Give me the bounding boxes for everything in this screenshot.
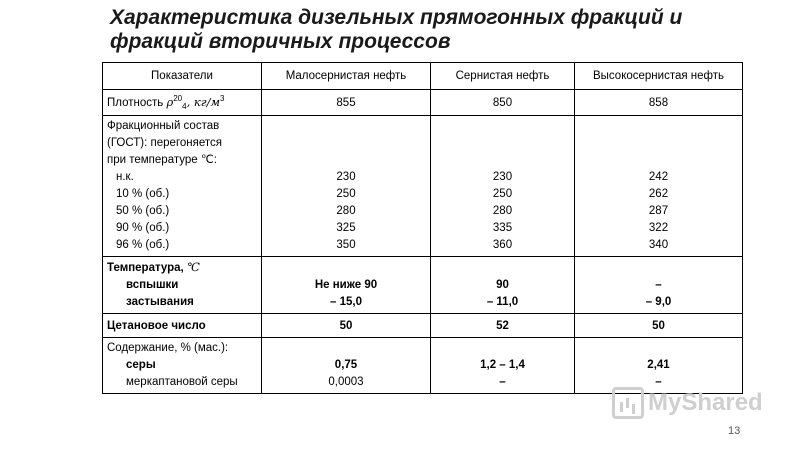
watermark-logo — [612, 387, 763, 419]
temperature-label-text: Температура, — [107, 262, 187, 274]
presentation-icon — [612, 387, 644, 419]
fraction-sub-label: 96 % (об.) — [116, 239, 170, 251]
density-sup-temp: 20 — [173, 93, 183, 103]
fraction-sub-label: 90 % (об.) — [116, 222, 170, 234]
content-values-low-sulfur — [262, 338, 431, 394]
fraction-value: 280 — [492, 205, 513, 217]
watermark-text: MyShared — [648, 389, 763, 416]
fraction-label-line: при температуре ℃: — [107, 154, 217, 166]
fraction-value: 280 — [336, 205, 356, 217]
content-value: 1,2 – 1,4 — [480, 359, 525, 371]
content-value: 0,0003 — [328, 376, 364, 388]
temperature-value: – 11,0 — [486, 296, 519, 308]
density-sup-unit: 3 — [220, 93, 225, 103]
fraction-value: 340 — [648, 239, 669, 251]
fraction-sub-label: 10 % (об.) — [116, 188, 170, 200]
content-value: – — [655, 376, 662, 388]
content-label — [103, 338, 262, 394]
fraction-value: 287 — [648, 205, 669, 217]
temperature-value: – — [655, 279, 662, 291]
cetane-label: Цетановое число — [103, 314, 262, 338]
cetane-row — [103, 314, 743, 338]
page-number: 13 — [728, 425, 741, 437]
temperature-value: – 9,0 — [645, 296, 672, 308]
temperature-values-low-sulfur — [262, 257, 431, 314]
fraction-sub-label: 50 % (об.) — [116, 205, 170, 217]
fraction-value: 230 — [492, 171, 513, 183]
header-sulfurous: Сернистая нефть — [431, 63, 575, 90]
density-value: 858 — [575, 90, 743, 116]
content-label-text: Содержание, % (мас.): — [107, 342, 229, 354]
fraction-value: 360 — [492, 239, 513, 251]
density-label-suffix: , кг/м — [186, 94, 220, 109]
temperature-value: 90 — [496, 279, 509, 291]
fraction-value: 325 — [336, 222, 356, 234]
content-sub-label: серы — [126, 359, 156, 371]
cetane-value: 50 — [262, 314, 431, 338]
fraction-value: 250 — [336, 188, 356, 200]
temperature-row — [103, 257, 743, 314]
header-row — [103, 63, 743, 90]
temperature-sub-label: вспышки — [126, 279, 179, 291]
header-low-sulfur: Малосернистая нефть — [262, 63, 431, 90]
properties-table — [102, 62, 743, 394]
density-value: 850 — [431, 90, 575, 116]
temperature-value: Не ниже 90 — [314, 279, 378, 291]
fraction-values-low-sulfur — [262, 116, 431, 257]
temperature-value: – 15,0 — [330, 296, 362, 308]
density-sub: 4 — [182, 102, 187, 112]
fraction-value: 262 — [648, 188, 669, 200]
cetane-value: 52 — [431, 314, 575, 338]
density-label — [103, 90, 262, 116]
slide-title: Характеристика дизельных прямогонных фракций и фракций вторичных процессов — [110, 6, 683, 53]
content-sub-label: меркаптановой серы — [126, 376, 238, 388]
temperature-unit: ℃ — [186, 260, 200, 274]
temperature-sub-label: застывания — [126, 296, 194, 308]
fraction-label — [103, 116, 262, 257]
fraction-value: 350 — [336, 239, 356, 251]
density-label-prefix: Плотность — [107, 96, 167, 109]
density-symbol: ρ — [166, 94, 174, 109]
temperature-label — [103, 257, 262, 314]
fraction-sub-label: н.к. — [116, 171, 134, 183]
content-value: 2,41 — [647, 359, 670, 371]
fraction-value: 242 — [648, 171, 669, 183]
density-value: 855 — [262, 90, 431, 116]
fraction-values-sulfurous — [431, 116, 575, 257]
fraction-value: 230 — [336, 171, 356, 183]
fraction-value: 322 — [648, 222, 669, 234]
header-high-sulfur: Высокосернистая нефть — [575, 63, 743, 90]
cetane-value: 50 — [575, 314, 743, 338]
content-value: – — [499, 376, 506, 388]
fraction-value: 250 — [492, 188, 513, 200]
temperature-values-high-sulfur — [575, 257, 743, 314]
fraction-row — [103, 116, 743, 257]
fraction-label-line: Фракционный состав — [107, 120, 220, 132]
content-row — [103, 338, 743, 394]
fraction-label-line: (ГОСТ): перегоняется — [107, 137, 222, 149]
header-indicators: Показатели — [103, 63, 262, 90]
content-value: 0,75 — [334, 359, 358, 371]
density-row — [103, 90, 743, 116]
fraction-value: 335 — [492, 222, 513, 234]
content-values-high-sulfur — [575, 338, 743, 394]
fraction-values-high-sulfur — [575, 116, 743, 257]
content-values-sulfurous — [431, 338, 575, 394]
temperature-values-sulfurous — [431, 257, 575, 314]
